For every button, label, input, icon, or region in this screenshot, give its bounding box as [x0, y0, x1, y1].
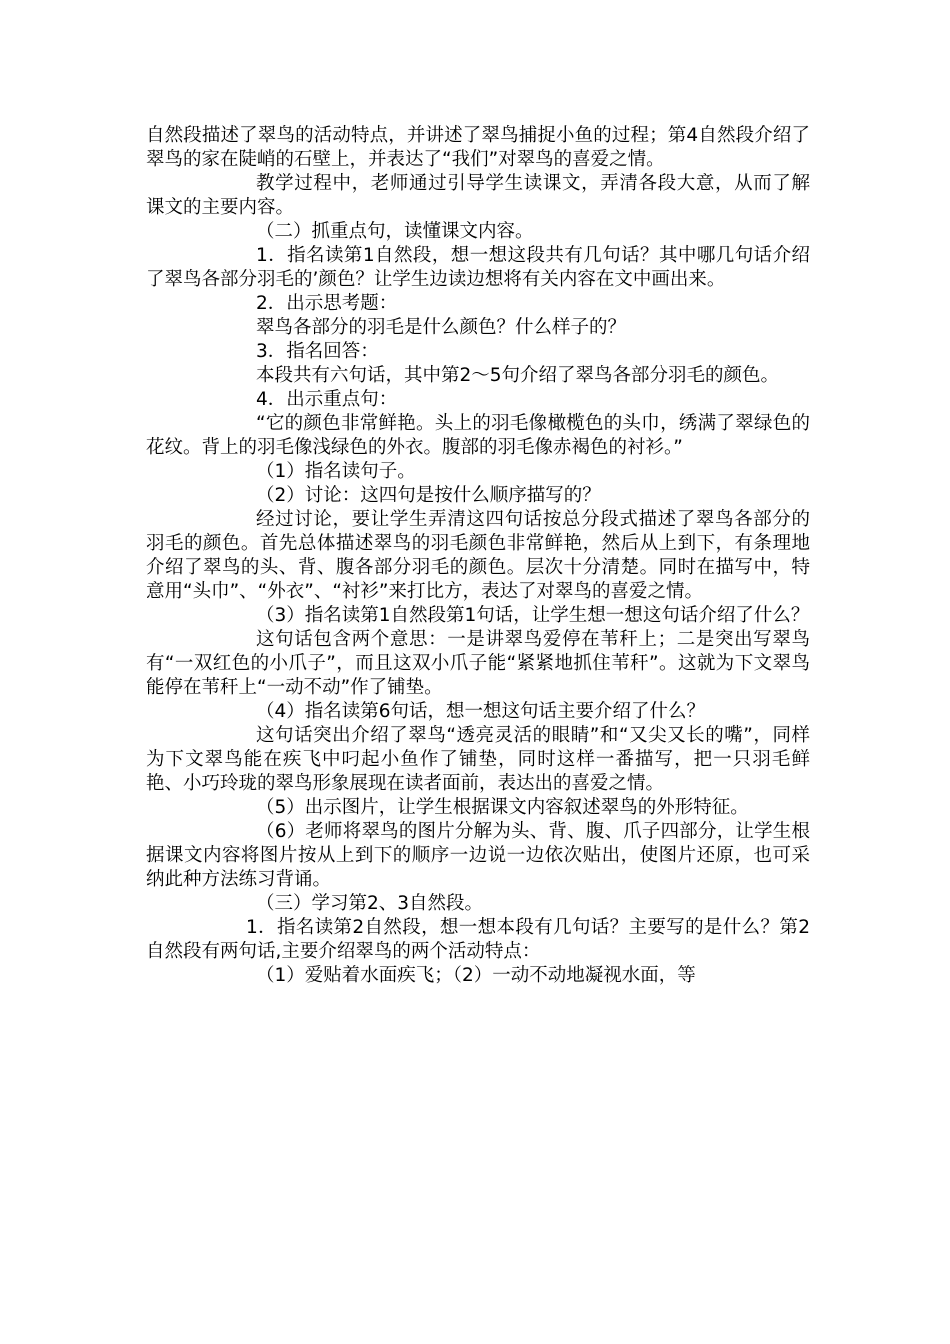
- paragraph-question: 翠鸟各部分的羽毛是什么颜色？什么样子的？: [256, 317, 627, 338]
- paragraph-sub-3: （3）指名读第1自然段第1句话，让学生想一想这句话介绍了什么？: [256, 605, 810, 626]
- paragraph-sub-1: （1）指名读句子。: [256, 461, 416, 482]
- paragraph-sentence-meaning: 这句话包含两个意思：一是讲翠鸟爱停在苇秆上；二是突出写翠鸟有“一双红色的小爪子”，而且这双小爪子能“紧紧地抓住苇秆”。这就为下文翠鸟能停在苇秆上“一动不动”作了铺垫。: [146, 629, 810, 698]
- paragraph-sub-2: （2）讨论：这四句是按什么顺序描写的？: [256, 485, 601, 506]
- paragraph-continuation: 自然段描述了翠鸟的活动特点，并讲述了翠鸟捕捉小鱼的过程；第4自然段介绍了翠鸟的家在陡峭的石壁上，并表达了“我们”对翠鸟的喜爱之情。: [146, 125, 810, 170]
- paragraph-step-1: 1．指名读第1自然段，想一想这段共有几句话？其中哪几句话介绍了翠鸟各部分羽毛的’颜色？让学生边读边想将有关内容在文中画出来。: [146, 245, 810, 290]
- paragraph-sub-4: （4）指名读第6句话，想一想这句话主要介绍了什么？: [256, 701, 706, 722]
- paragraph-eye-description: 这句话突出介绍了翠鸟“透亮灵活的眼睛”和“又尖又长的嘴”，同样为下文翠鸟能在疾飞中叼起小鱼作了铺垫，同时这样一番描写，把一只羽毛鲜艳、小巧玲珑的翠鸟形象展现在读者面前，表达出的喜爱之情。: [146, 725, 810, 794]
- paragraph-step-3: 3．指名回答：: [256, 341, 379, 362]
- section-heading-2: （二）抓重点句，读懂课文内容。: [256, 221, 534, 242]
- paragraph-activity-features: （1）爱贴着水面疾飞；（2）一动不动地凝视水面，等: [256, 965, 696, 986]
- document-body: [146, 124, 810, 988]
- paragraph-teaching-process: 教学过程中，老师通过引导学生读课文，弄清各段大意，从而了解课文的主要内容。: [146, 173, 810, 218]
- paragraph-section3-step-1: 1．指名读第2自然段，想一想本段有几句话？主要写的是什么？第2自然段有两句话,主要介绍翠鸟的两个活动特点：: [146, 917, 810, 962]
- paragraph-discussion: 经过讨论，要让学生弄清这四句话按总分段式描述了翠鸟各部分的羽毛的颜色。首先总体描述翠鸟的羽毛颜色非常鲜艳，然后从上到下，有条理地介绍了翠鸟的头、背、腹各部分羽毛的颜色。层次十分清楚。同时在描写中，特意用“头巾”、“外衣”、“衬衫”来打比方，表达了对翠鸟的喜爱之情。: [146, 509, 810, 602]
- paragraph-sub-5: （5）出示图片，让学生根据课文内容叙述翠鸟的外形特征。: [256, 797, 749, 818]
- paragraph-answer: 本段共有六句话，其中第2～5句介绍了翠鸟各部分羽毛的颜色。: [256, 365, 780, 386]
- paragraph-step-2: 2．出示思考题：: [256, 293, 398, 314]
- paragraph-sub-6: （6）老师将翠鸟的图片分解为头、背、腹、爪子四部分，让学生根据课文内容将图片按从上到下的顺序一边说一边依次贴出，使图片还原，也可采纳此种方法练习背诵。: [146, 821, 810, 890]
- section-heading-3: （三）学习第2、3自然段。: [256, 893, 484, 914]
- paragraph-key-quote: “它的颜色非常鲜艳。头上的羽毛像橄榄色的头巾，绣满了翠绿色的花纹。背上的羽毛像浅绿色的外衣。腹部的羽毛像赤褐色的衬衫。”: [146, 413, 810, 458]
- paragraph-step-4: 4．出示重点句：: [256, 389, 398, 410]
